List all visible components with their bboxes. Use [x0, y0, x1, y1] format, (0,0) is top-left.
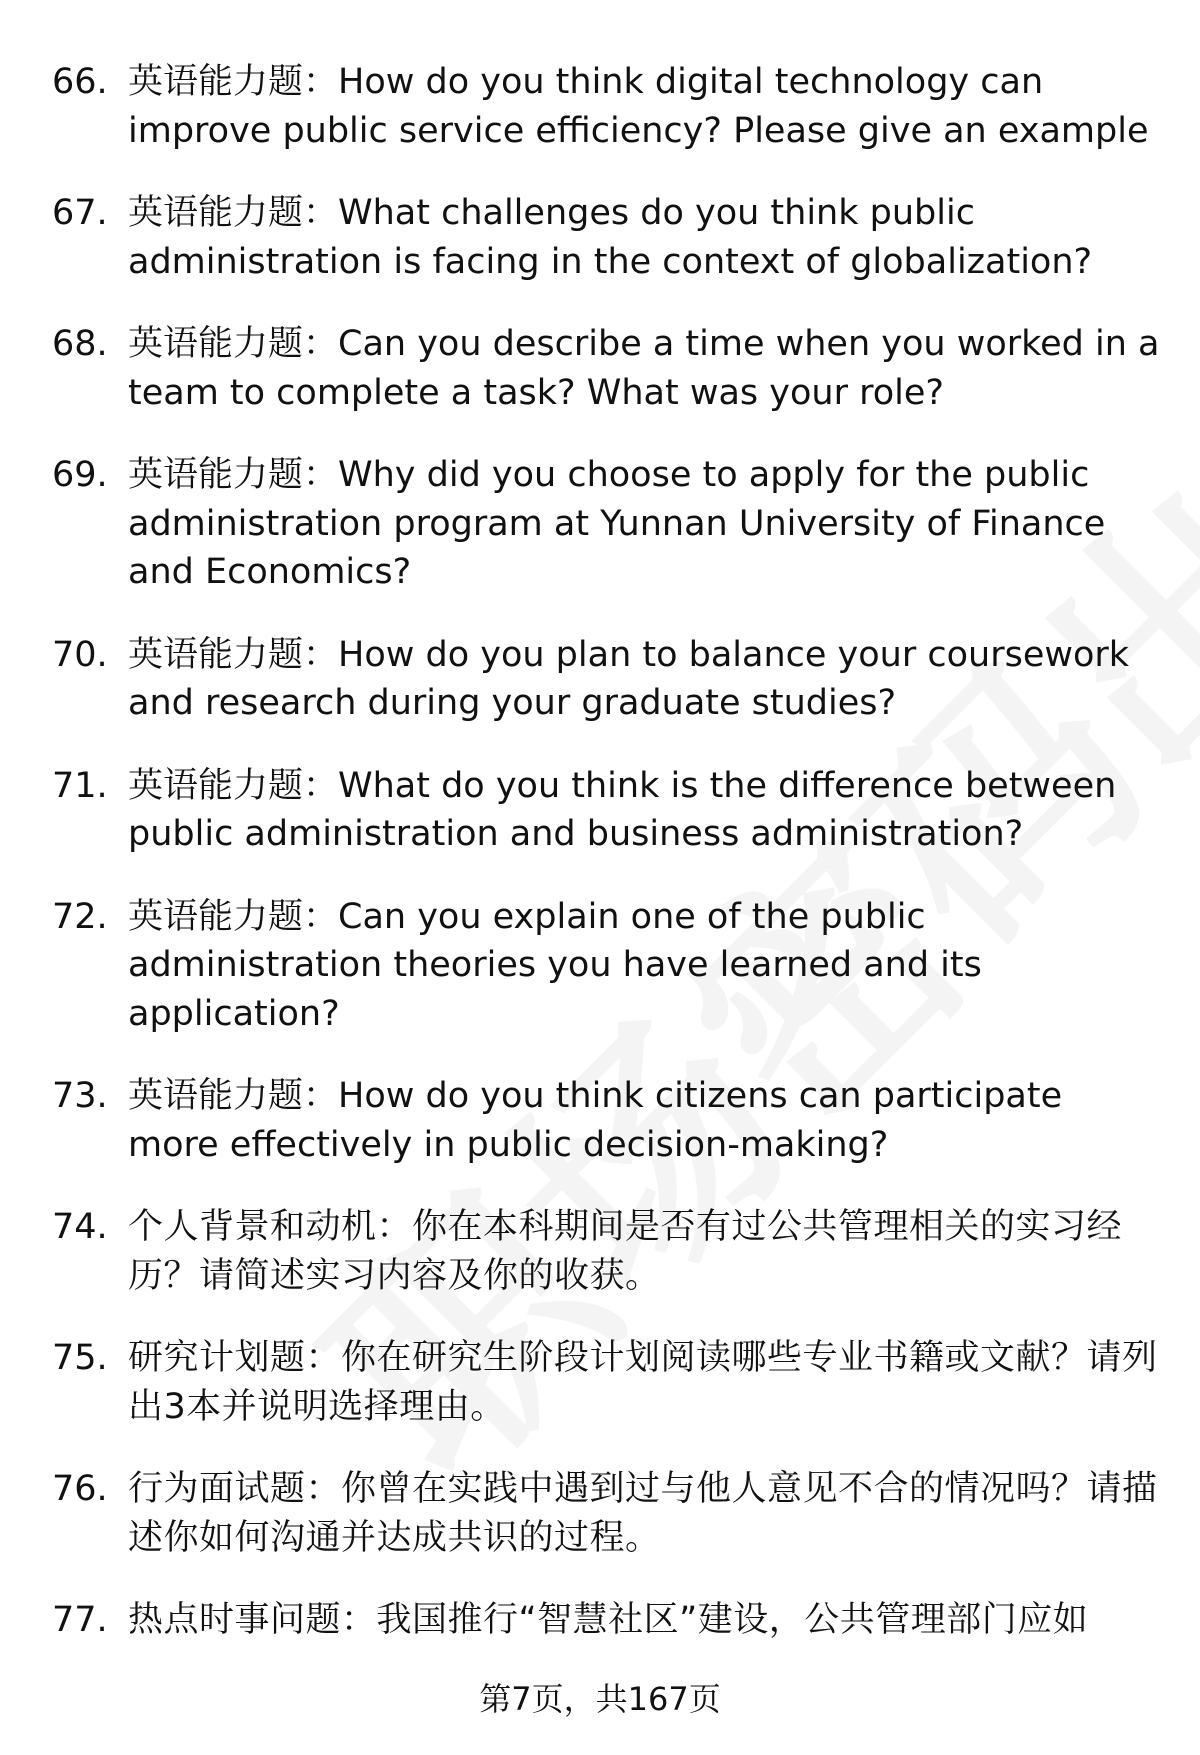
- question-item: [52, 1072, 1162, 1169]
- question-number: 73.: [52, 1076, 108, 1116]
- question-number: 68.: [52, 324, 108, 364]
- question-item: [52, 1465, 1162, 1562]
- question-item: [52, 451, 1162, 597]
- question-item: [52, 189, 1162, 286]
- question-number: 66.: [52, 62, 108, 102]
- question-item: [52, 893, 1162, 1039]
- question-item: [52, 762, 1162, 859]
- question-number: 72.: [52, 896, 108, 937]
- question-number: 74.: [52, 1207, 108, 1247]
- question-number: 70.: [52, 634, 108, 675]
- question-number: 69.: [52, 455, 108, 495]
- question-text: 英语能力题：How do you plan to balance your coursework and research during your graduate studies?: [128, 634, 1130, 723]
- question-text: 个人背景和动机：你在本科期间是否有过公共管理相关的实习经历？请简述实习内容及你的收获。: [128, 1207, 1123, 1296]
- question-text: 英语能力题：Can you describe a time when you worked in a team to complete a task? What was your role?: [128, 324, 1160, 413]
- question-item: [52, 1596, 1162, 1645]
- question-text: 研究计划题：你在研究生阶段计划阅读哪些专业书籍或文献？请列出3本并说明选择理由。: [128, 1338, 1158, 1427]
- question-item: [52, 631, 1162, 728]
- question-number: 75.: [52, 1338, 108, 1378]
- question-item: [52, 58, 1162, 155]
- question-number: 67.: [52, 193, 108, 233]
- question-text: 英语能力题：Can you explain one of the public administration theories you have learned and its application?: [128, 896, 982, 1034]
- question-number: 76.: [52, 1469, 108, 1509]
- question-number: 71.: [52, 765, 108, 806]
- page-footer: 第7页，共167页: [479, 1680, 721, 1718]
- question-item: [52, 320, 1162, 417]
- question-text: 热点时事问题：我国推行“智慧社区”建设，公共管理部门应如: [128, 1600, 1089, 1640]
- question-text: 行为面试题：你曾在实践中遇到过与他人意见不合的情况吗？请描述你如何沟通并达成共识的过程。: [128, 1469, 1158, 1558]
- question-text: 英语能力题：What do you think is the difference between public administration and business administration?: [128, 765, 1117, 854]
- question-text: 英语能力题：Why did you choose to apply for the public administration program at Yunnan University of Finance and Economics?: [128, 455, 1106, 592]
- question-item: [52, 1203, 1162, 1300]
- question-text: 英语能力题：How do you think citizens can participate more effectively in public decision-making?: [128, 1076, 1063, 1165]
- question-text: 英语能力题：What challenges do you think public administration is facing in the context of globalization?: [128, 193, 1093, 282]
- question-text: 英语能力题：How do you think digital technology can improve public service efficiency? Please give an example: [128, 62, 1149, 151]
- question-list: [52, 58, 1162, 1660]
- question-number: 77.: [52, 1600, 108, 1640]
- question-item: [52, 1334, 1162, 1431]
